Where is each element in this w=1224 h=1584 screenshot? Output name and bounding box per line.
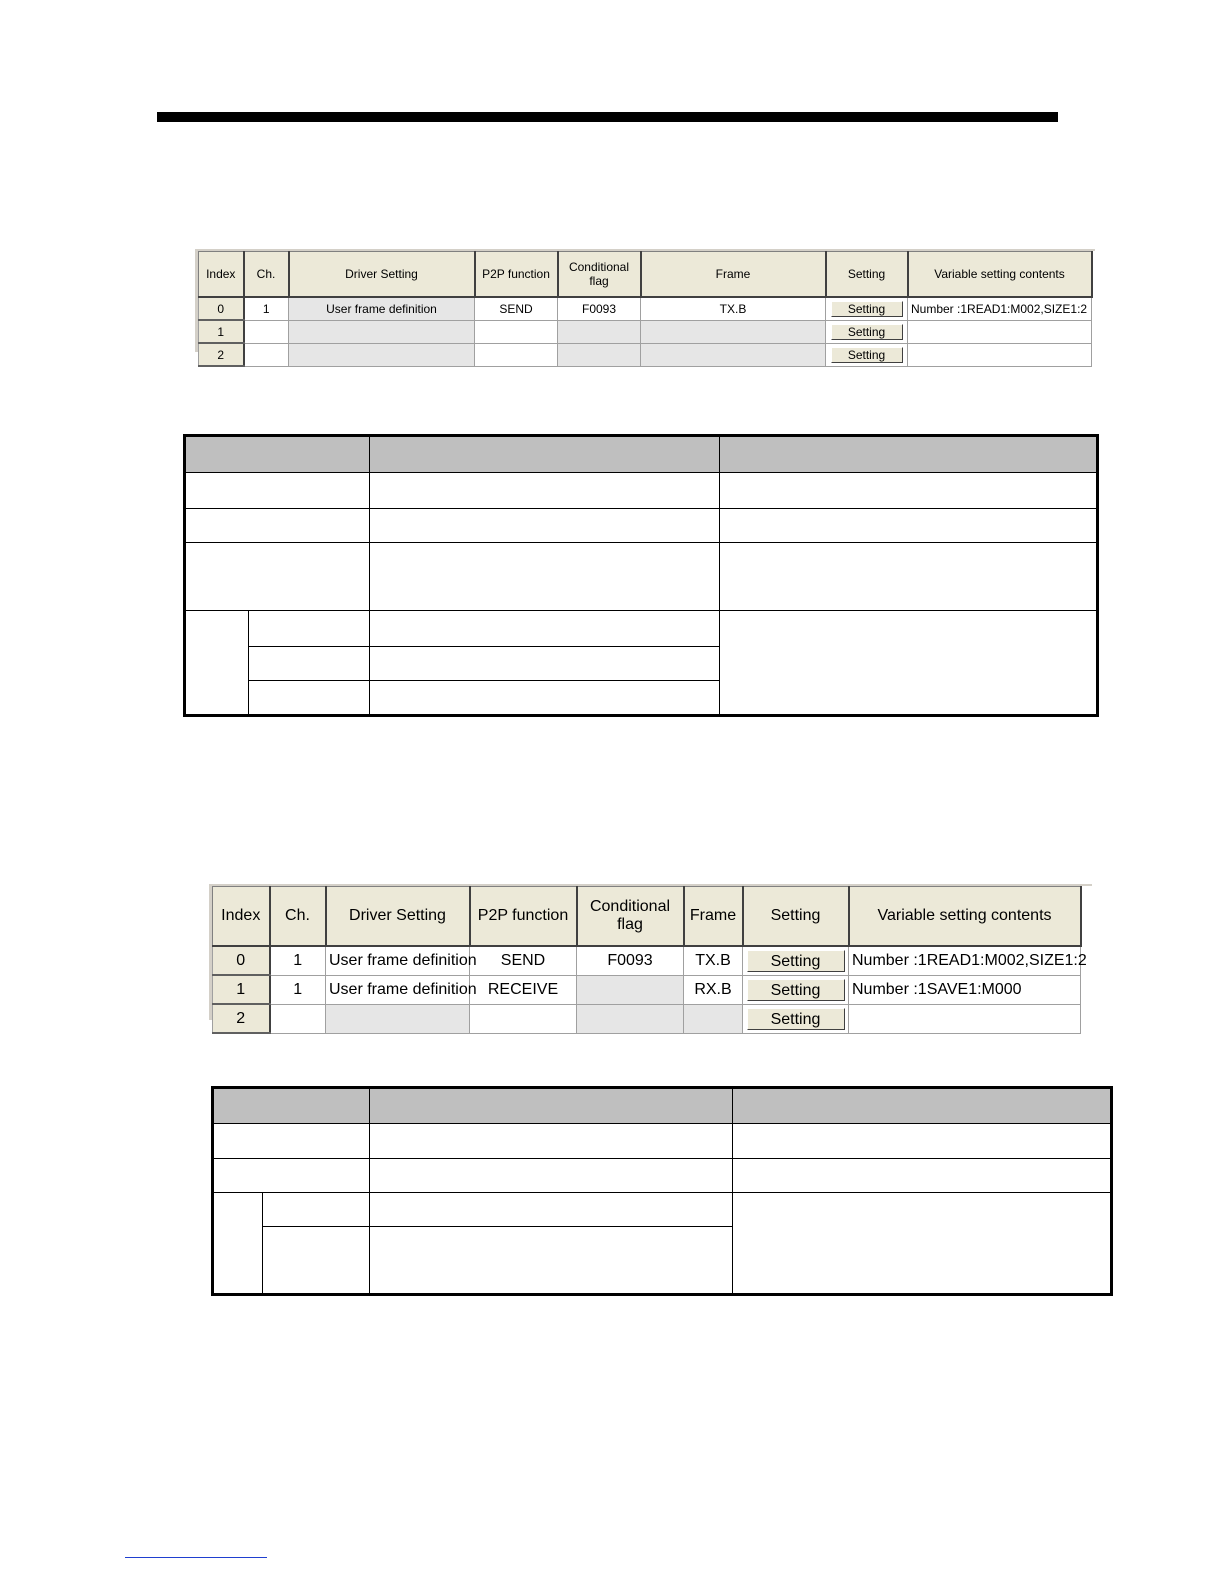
variable-contents-cell[interactable] (908, 343, 1092, 366)
col-header-index[interactable]: Index (199, 252, 244, 298)
table-row (185, 611, 1098, 647)
footer-link-underline (125, 1557, 267, 1558)
table-cell (370, 647, 720, 681)
row-index[interactable]: 0 (199, 297, 244, 320)
table-header-cell (370, 436, 720, 473)
setting-button[interactable]: Setting (747, 979, 845, 1001)
driver-setting-cell[interactable] (289, 343, 475, 366)
col-header-setting[interactable]: Setting (743, 887, 849, 947)
setting-button[interactable]: Setting (831, 347, 903, 363)
col-header-variable-setting-contents[interactable]: Variable setting contents (908, 252, 1092, 298)
setting-cell (826, 343, 908, 366)
channel-cell[interactable]: 1 (270, 975, 326, 1004)
table-cell (249, 647, 370, 681)
table-row (213, 1193, 1112, 1227)
table-cell (249, 611, 370, 647)
table-row (185, 509, 1098, 543)
setting-button[interactable]: Setting (831, 324, 903, 340)
table-row (213, 975, 1081, 1004)
setting-cell (743, 1004, 849, 1033)
driver-setting-cell[interactable]: User frame definition (326, 946, 470, 975)
table-cell (370, 681, 720, 716)
col-header-p2p-function[interactable]: P2P function (470, 887, 577, 947)
table-header-cell (185, 436, 370, 473)
table-row (199, 343, 1092, 366)
col-header-setting[interactable]: Setting (826, 252, 908, 298)
conditional-flag-cell[interactable]: F0093 (577, 946, 684, 975)
table-cell (185, 509, 370, 543)
table-cell (733, 1159, 1112, 1193)
frame-cell[interactable]: TX.B (641, 297, 826, 320)
table-cell (370, 611, 720, 647)
table-cell (213, 1159, 370, 1193)
col-header-conditional-flag[interactable]: Conditional flag (577, 887, 684, 947)
setting-button[interactable]: Setting (747, 1008, 845, 1030)
description-table-send (183, 434, 1099, 717)
variable-contents-cell[interactable] (849, 1004, 1081, 1033)
table-cell (733, 1124, 1112, 1159)
table-header-cell (720, 436, 1098, 473)
p2p-block-grid-send-receive (209, 884, 1092, 1028)
table-cell (370, 473, 720, 509)
frame-cell[interactable] (641, 320, 826, 343)
p2p-function-cell[interactable] (475, 343, 558, 366)
table-row (185, 543, 1098, 611)
table-cell (185, 473, 370, 509)
description-table-receive (211, 1086, 1113, 1296)
table-cell (720, 543, 1098, 611)
table-cell (263, 1227, 370, 1295)
col-header-ch[interactable]: Ch. (270, 887, 326, 947)
channel-cell[interactable] (244, 320, 289, 343)
table-header-row (213, 1088, 1112, 1124)
setting-cell (826, 320, 908, 343)
setting-cell (743, 975, 849, 1004)
row-index[interactable]: 1 (199, 320, 244, 343)
table-row (199, 297, 1092, 320)
channel-cell[interactable] (270, 1004, 326, 1033)
table-cell (263, 1193, 370, 1227)
driver-setting-cell[interactable] (289, 320, 475, 343)
setting-button[interactable]: Setting (831, 301, 903, 317)
channel-cell[interactable] (244, 343, 289, 366)
col-header-driver-setting[interactable]: Driver Setting (289, 252, 475, 298)
table-cell (249, 681, 370, 716)
col-header-driver-setting[interactable]: Driver Setting (326, 887, 470, 947)
table-cell (733, 1193, 1112, 1295)
table-row (213, 1004, 1081, 1033)
variable-contents-cell[interactable]: Number :1READ1:M002,SIZE1:2 (849, 946, 1081, 975)
table-cell (370, 1227, 733, 1295)
table-row (213, 1124, 1112, 1159)
p2p-block-grid-send (195, 249, 1095, 362)
table-row (213, 946, 1081, 975)
conditional-flag-cell[interactable]: F0093 (558, 297, 641, 320)
table-cell (370, 509, 720, 543)
table-cell (370, 1193, 733, 1227)
col-header-ch[interactable]: Ch. (244, 252, 289, 298)
variable-contents-cell[interactable] (908, 320, 1092, 343)
p2p-function-cell[interactable]: SEND (470, 946, 577, 975)
p2p-function-cell[interactable] (475, 320, 558, 343)
table-row (185, 473, 1098, 509)
table-cell (185, 543, 370, 611)
frame-cell[interactable] (684, 1004, 743, 1033)
table-row (213, 1159, 1112, 1193)
conditional-flag-cell[interactable] (558, 320, 641, 343)
variable-contents-cell[interactable]: Number :1READ1:M002,SIZE1:2 (908, 297, 1092, 320)
setting-button[interactable]: Setting (747, 950, 845, 972)
table-row (199, 320, 1092, 343)
table-cell (720, 611, 1098, 716)
row-index[interactable]: 2 (213, 1004, 270, 1033)
table-cell (213, 1193, 263, 1295)
p2p-function-cell[interactable]: RECEIVE (470, 975, 577, 1004)
setting-cell (826, 297, 908, 320)
channel-cell[interactable]: 1 (270, 946, 326, 975)
table-cell (370, 1159, 733, 1193)
driver-setting-cell[interactable]: User frame definition (326, 975, 470, 1004)
grid-header-row (199, 252, 1092, 298)
table-header-cell (370, 1088, 733, 1124)
channel-cell[interactable]: 1 (244, 297, 289, 320)
table-cell (370, 543, 720, 611)
frame-cell[interactable]: RX.B (684, 975, 743, 1004)
table-header-row (185, 436, 1098, 473)
variable-contents-cell[interactable]: Number :1SAVE1:M000 (849, 975, 1081, 1004)
col-header-frame[interactable]: Frame (641, 252, 826, 298)
table-cell (185, 611, 249, 716)
table-header-cell (213, 1088, 370, 1124)
frame-cell[interactable] (641, 343, 826, 366)
p2p-function-cell[interactable]: SEND (475, 297, 558, 320)
row-index[interactable]: 2 (199, 343, 244, 366)
col-header-index[interactable]: Index (213, 887, 270, 947)
col-header-variable-setting-contents[interactable]: Variable setting contents (849, 887, 1081, 947)
p2p-function-cell[interactable] (470, 1004, 577, 1033)
grid-header-row (213, 887, 1081, 947)
header-rule (157, 112, 1058, 122)
col-header-frame[interactable]: Frame (684, 887, 743, 947)
table-cell (213, 1124, 370, 1159)
table-header-cell (733, 1088, 1112, 1124)
row-index[interactable]: 1 (213, 975, 270, 1004)
driver-setting-cell[interactable]: User frame definition (289, 297, 475, 320)
setting-cell (743, 946, 849, 975)
conditional-flag-cell[interactable] (558, 343, 641, 366)
conditional-flag-cell[interactable] (577, 1004, 684, 1033)
row-index[interactable]: 0 (213, 946, 270, 975)
col-header-p2p-function[interactable]: P2P function (475, 252, 558, 298)
table-cell (370, 1124, 733, 1159)
frame-cell[interactable]: TX.B (684, 946, 743, 975)
conditional-flag-cell[interactable] (577, 975, 684, 1004)
table-cell (720, 509, 1098, 543)
col-header-conditional-flag[interactable]: Conditional flag (558, 252, 641, 298)
driver-setting-cell[interactable] (326, 1004, 470, 1033)
table-cell (720, 473, 1098, 509)
